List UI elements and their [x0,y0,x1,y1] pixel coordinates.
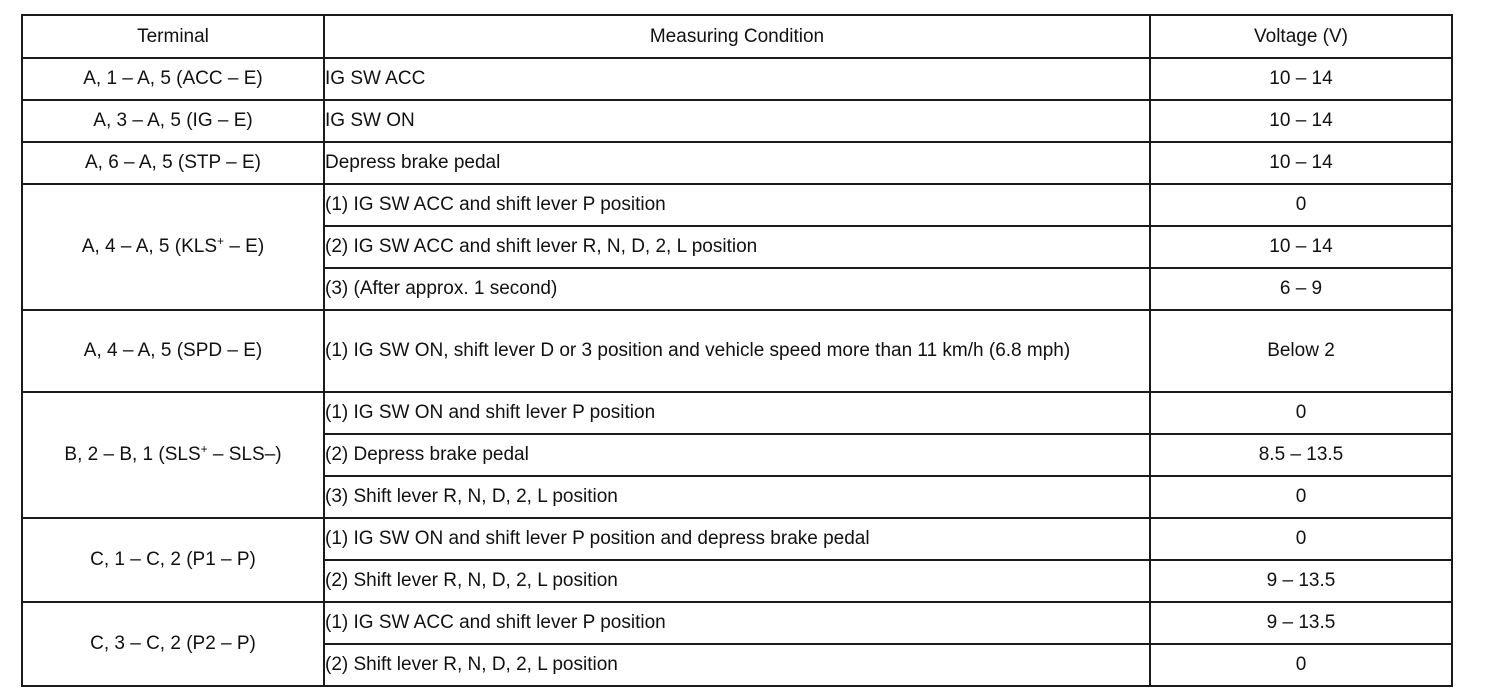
measuring-condition-cell: (3) (After approx. 1 second) [324,268,1150,310]
header-terminal: Terminal [22,15,324,58]
voltage-cell: 0 [1150,644,1452,686]
terminal-cell: A, 1 – A, 5 (ACC – E) [22,58,324,100]
table-row [22,310,1452,392]
header-voltage: Voltage (V) [1150,15,1452,58]
table-row [22,100,1452,142]
terminal-cell: A, 3 – A, 5 (IG – E) [22,100,324,142]
measuring-condition-cell: (1) IG SW ACC and shift lever P position [324,184,1150,226]
terminal-cell: B, 2 – B, 1 (SLS+ – SLS–) [22,392,324,518]
terminal-cell: A, 6 – A, 5 (STP – E) [22,142,324,184]
table-row [22,142,1452,184]
measuring-condition-cell: (1) IG SW ACC and shift lever P position [324,602,1150,644]
measuring-condition-cell: (1) IG SW ON and shift lever P position and depress brake pedal [324,518,1150,560]
voltage-cell: 0 [1150,518,1452,560]
header-row [22,15,1452,58]
measuring-condition-cell: (3) Shift lever R, N, D, 2, L position [324,476,1150,518]
measuring-condition-cell: (1) IG SW ON and shift lever P position [324,392,1150,434]
voltage-cell: 10 – 14 [1150,100,1452,142]
terminal-cell: A, 4 – A, 5 (KLS+ – E) [22,184,324,310]
measuring-condition-cell: (1) IG SW ON, shift lever D or 3 position and vehicle speed more than 11 km/h (6.8 mph) [324,310,1150,392]
voltage-cell: 8.5 – 13.5 [1150,434,1452,476]
measuring-condition-cell: (2) Shift lever R, N, D, 2, L position [324,560,1150,602]
measuring-condition-cell: (2) Shift lever R, N, D, 2, L position [324,644,1150,686]
terminal-cell: C, 3 – C, 2 (P2 – P) [22,602,324,686]
table-row [22,602,1452,644]
voltage-cell: Below 2 [1150,310,1452,392]
voltage-cell: 10 – 14 [1150,226,1452,268]
voltage-cell: 9 – 13.5 [1150,560,1452,602]
terminal-cell: C, 1 – C, 2 (P1 – P) [22,518,324,602]
measuring-condition-cell: (2) Depress brake pedal [324,434,1150,476]
header-measuring-condition: Measuring Condition [324,15,1150,58]
table-row [22,184,1452,226]
table-body [22,58,1452,686]
terminal-cell: A, 4 – A, 5 (SPD – E) [22,310,324,392]
voltage-cell: 10 – 14 [1150,58,1452,100]
voltage-cell: 9 – 13.5 [1150,602,1452,644]
table-row [22,518,1452,560]
voltage-cell: 10 – 14 [1150,142,1452,184]
table-row [22,392,1452,434]
voltage-cell: 6 – 9 [1150,268,1452,310]
measuring-condition-cell: IG SW ACC [324,58,1150,100]
measuring-condition-cell: (2) IG SW ACC and shift lever R, N, D, 2, L position [324,226,1150,268]
measuring-condition-cell: Depress brake pedal [324,142,1150,184]
measuring-condition-cell: IG SW ON [324,100,1150,142]
table-row [22,58,1452,100]
terminal-voltage-table [21,14,1453,687]
voltage-cell: 0 [1150,476,1452,518]
voltage-cell: 0 [1150,184,1452,226]
voltage-cell: 0 [1150,392,1452,434]
